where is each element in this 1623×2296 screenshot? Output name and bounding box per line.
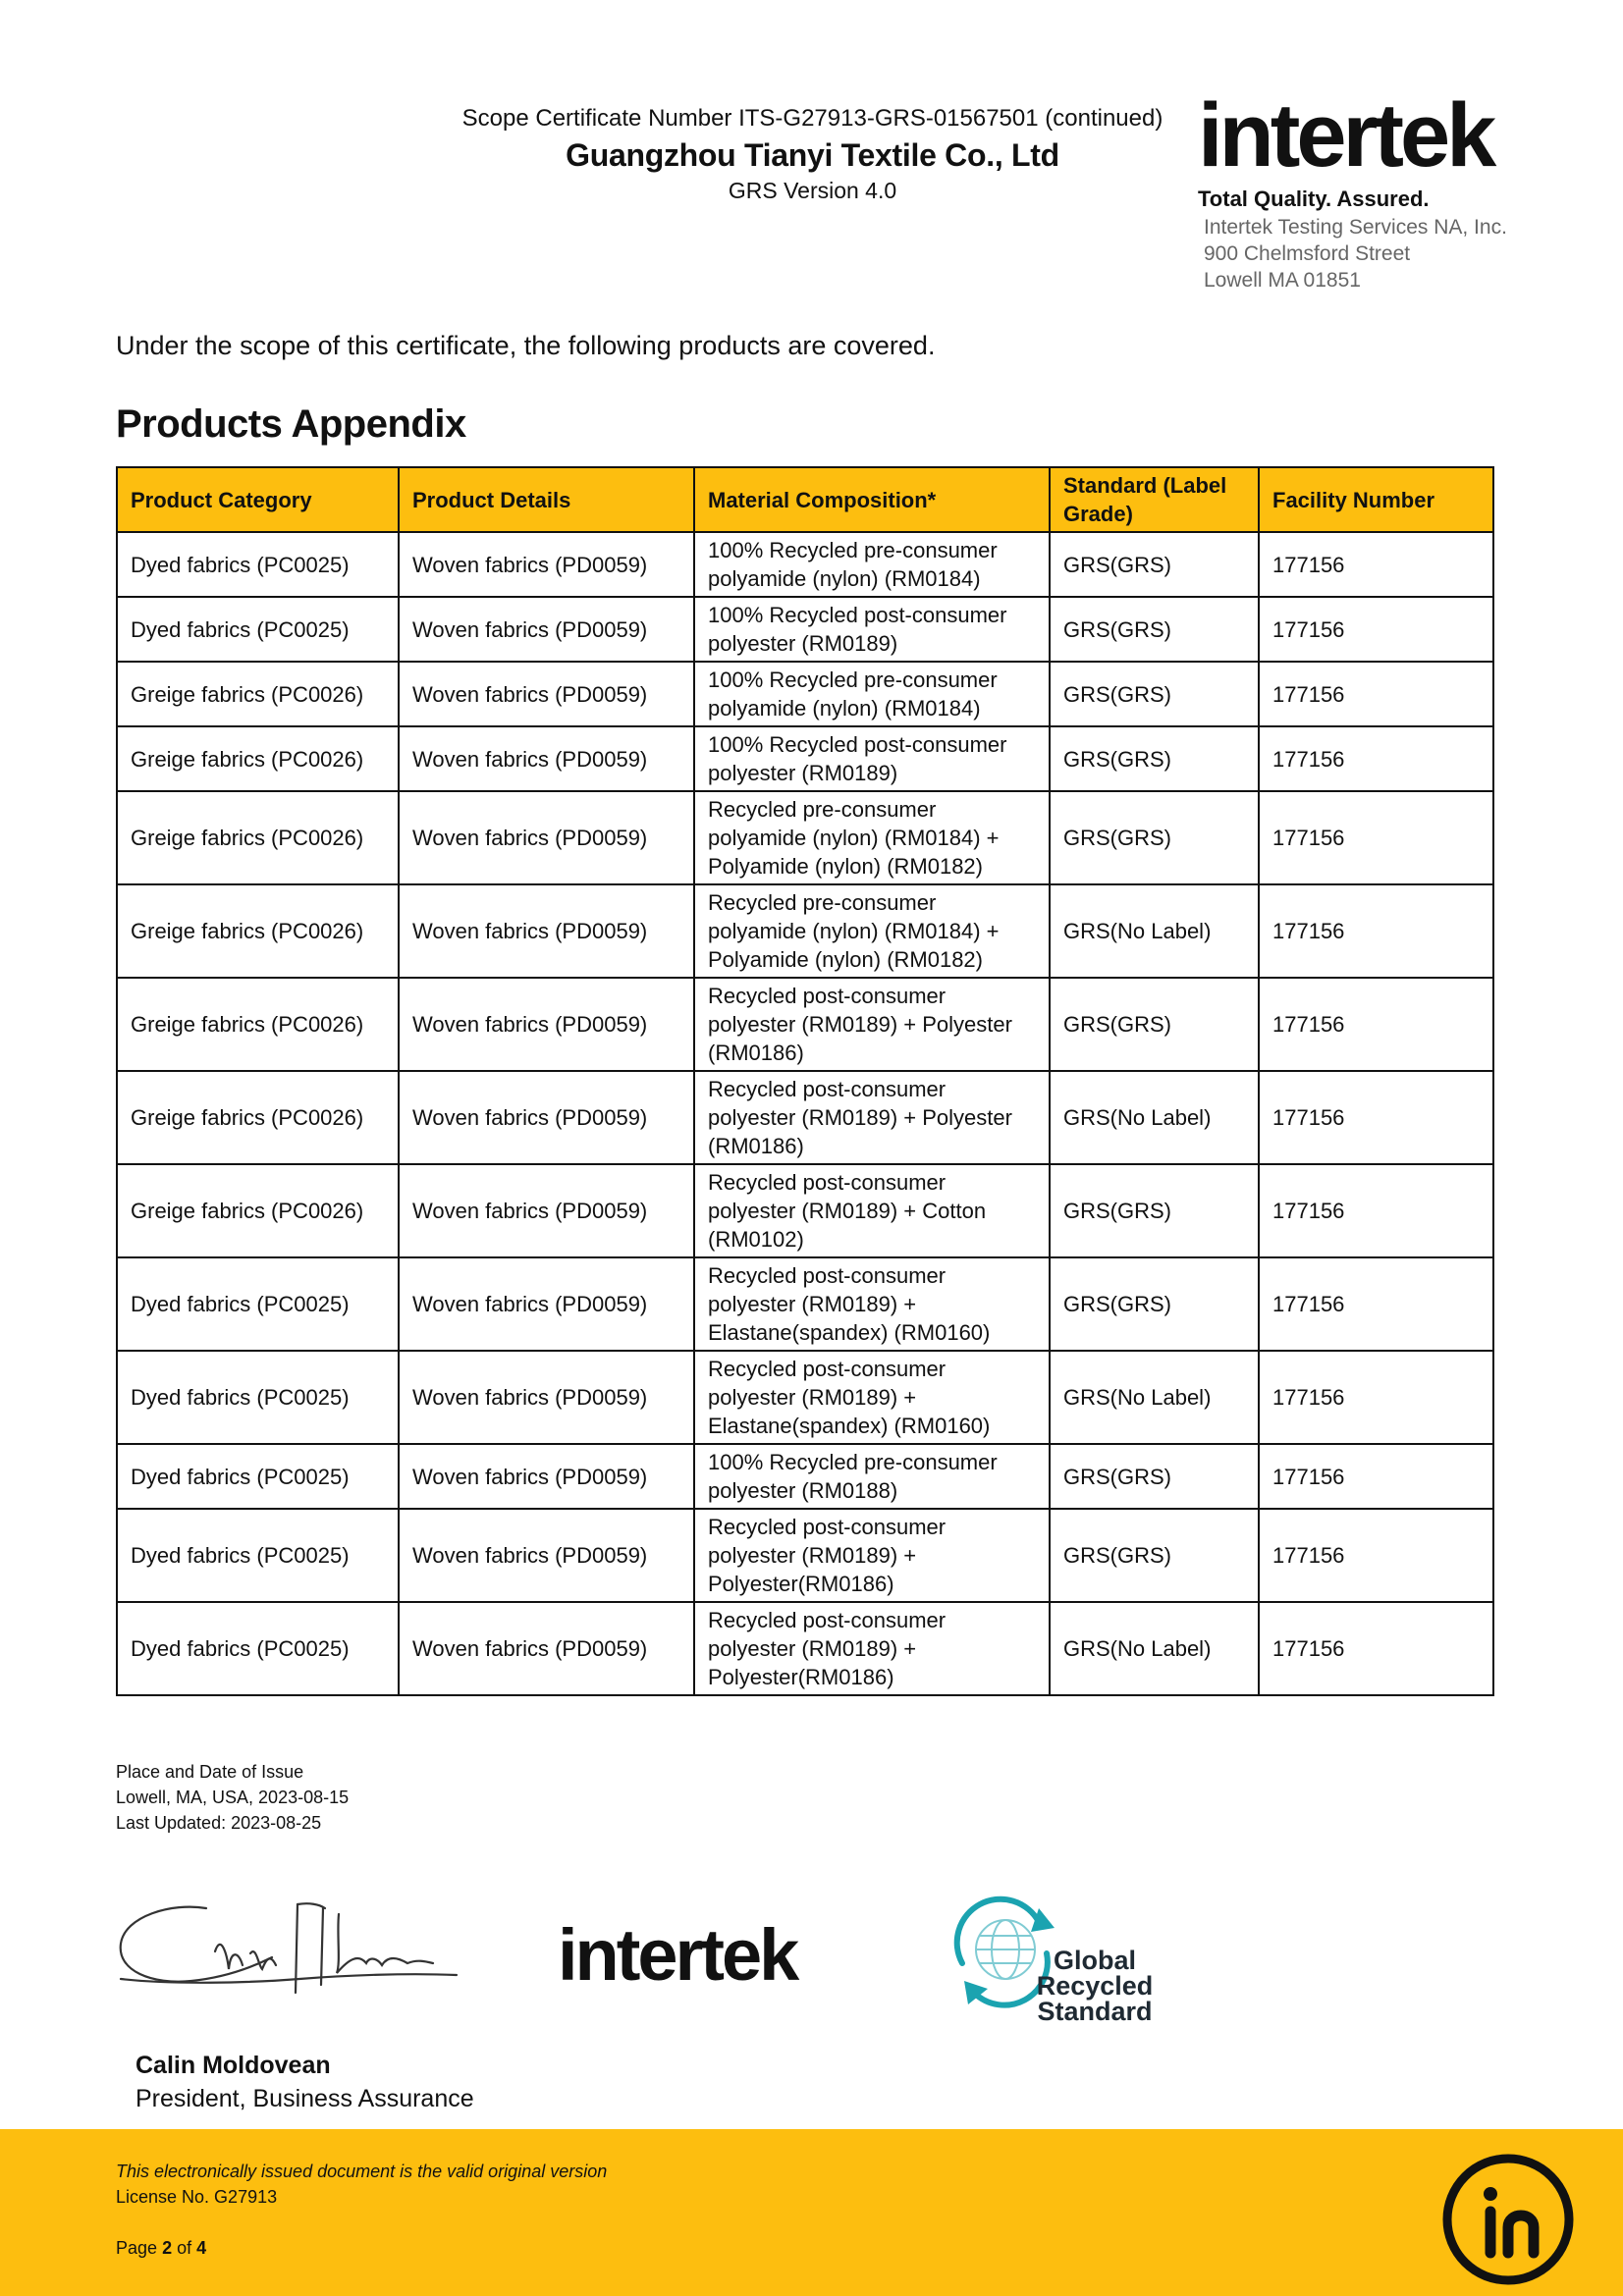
table-row xyxy=(117,978,1493,1071)
table-cell: GRS(GRS) xyxy=(1050,791,1259,884)
intertek-brand xyxy=(1198,85,1493,212)
page-total: 4 xyxy=(196,2238,207,2258)
grs-logo-line: Global Recycled xyxy=(1036,1946,1154,2001)
table-cell: Greige fabrics (PC0026) xyxy=(117,662,399,726)
table-cell: 177156 xyxy=(1259,1602,1493,1695)
table-cell: Recycled post-consumer polyester (RM0189) + Polyester (RM0186) xyxy=(694,1071,1050,1164)
company-name: Guangzhou Tianyi Textile Co., Ltd xyxy=(566,137,1059,173)
table-cell: Greige fabrics (PC0026) xyxy=(117,1164,399,1257)
table-cell: Recycled post-consumer polyester (RM0189) + Cotton (RM0102) xyxy=(694,1164,1050,1257)
license-number: License No. G27913 xyxy=(116,2187,278,2207)
table-cell: Woven fabrics (PD0059) xyxy=(399,597,694,662)
last-updated: Last Updated: 2023-08-25 xyxy=(116,1813,322,1833)
issue-info xyxy=(116,1759,349,1836)
table-cell: Recycled pre-consumer polyamide (nylon) (RM0184) + Polyamide (nylon) (RM0182) xyxy=(694,884,1050,978)
signer-name: Calin Moldovean xyxy=(135,2052,331,2079)
table-cell: GRS(No Label) xyxy=(1050,884,1259,978)
brand-address xyxy=(1204,214,1507,294)
table-cell: Woven fabrics (PD0059) xyxy=(399,532,694,597)
table-cell: 177156 xyxy=(1259,884,1493,978)
table-cell: Greige fabrics (PC0026) xyxy=(117,978,399,1071)
table-cell: Dyed fabrics (PC0025) xyxy=(117,1257,399,1351)
table-cell: GRS(GRS) xyxy=(1050,532,1259,597)
table-row xyxy=(117,1602,1493,1695)
page-number xyxy=(116,2235,607,2261)
table-row xyxy=(117,1444,1493,1509)
table-cell: Greige fabrics (PC0026) xyxy=(117,726,399,791)
table-cell: 177156 xyxy=(1259,791,1493,884)
grs-logo-text xyxy=(992,1948,1198,2024)
table-cell: Dyed fabrics (PC0025) xyxy=(117,597,399,662)
table-cell: Recycled post-consumer polyester (RM0189) + Polyester (RM0186) xyxy=(694,978,1050,1071)
column-header: Material Composition* xyxy=(694,467,1050,532)
table-cell: Woven fabrics (PD0059) xyxy=(399,1509,694,1602)
page-current: 2 xyxy=(162,2238,173,2258)
table-cell: GRS(GRS) xyxy=(1050,1164,1259,1257)
scope-intro: Under the scope of this certificate, the following products are covered. xyxy=(116,331,936,360)
table-cell: Woven fabrics (PD0059) xyxy=(399,726,694,791)
table-cell: 177156 xyxy=(1259,1351,1493,1444)
table-cell: Woven fabrics (PD0059) xyxy=(399,1071,694,1164)
table-cell: 177156 xyxy=(1259,1509,1493,1602)
address-line: Intertek Testing Services NA, Inc. xyxy=(1204,216,1507,239)
table-row xyxy=(117,1071,1493,1164)
intertek-logo: intertek xyxy=(1198,85,1493,186)
grs-version: GRS Version 4.0 xyxy=(728,178,897,203)
table-row xyxy=(117,1164,1493,1257)
table-cell: 177156 xyxy=(1259,1071,1493,1164)
table-cell: Woven fabrics (PD0059) xyxy=(399,1257,694,1351)
table-row xyxy=(117,884,1493,978)
table-cell: 177156 xyxy=(1259,1257,1493,1351)
table-cell: 100% Recycled post-consumer polyester (RM0189) xyxy=(694,726,1050,791)
table-cell: 177156 xyxy=(1259,1444,1493,1509)
table-row xyxy=(117,597,1493,662)
table-cell: 100% Recycled pre-consumer polyester (RM0188) xyxy=(694,1444,1050,1509)
table-cell: Dyed fabrics (PC0025) xyxy=(117,532,399,597)
table-cell: 100% Recycled post-consumer polyester (RM0189) xyxy=(694,597,1050,662)
footer-text xyxy=(116,2159,607,2261)
intertek-logo-bottom: intertek xyxy=(558,1914,797,1996)
brand-tagline: Total Quality. Assured. xyxy=(1198,187,1430,211)
column-header: Standard (Label Grade) xyxy=(1050,467,1259,532)
address-line: 900 Chelmsford Street xyxy=(1204,242,1411,265)
table-cell: Recycled post-consumer polyester (RM0189) + Polyester(RM0186) xyxy=(694,1602,1050,1695)
table-cell: Recycled pre-consumer polyamide (nylon) (RM0184) + Polyamide (nylon) (RM0182) xyxy=(694,791,1050,884)
table-cell: Woven fabrics (PD0059) xyxy=(399,884,694,978)
table-row xyxy=(117,1509,1493,1602)
table-header-row xyxy=(117,467,1493,532)
table-cell: 100% Recycled pre-consumer polyamide (nylon) (RM0184) xyxy=(694,662,1050,726)
column-header: Product Category xyxy=(117,467,399,532)
issue-label: Place and Date of Issue xyxy=(116,1762,304,1782)
global-recycled-standard-logo xyxy=(945,1895,1200,2026)
table-cell: Woven fabrics (PD0059) xyxy=(399,662,694,726)
table-cell: 177156 xyxy=(1259,597,1493,662)
scope-certificate-number: Scope Certificate Number ITS-G27913-GRS-01567501 (continued) xyxy=(461,105,1163,132)
table-row xyxy=(117,532,1493,597)
table-cell: Woven fabrics (PD0059) xyxy=(399,1444,694,1509)
table-cell: GRS(GRS) xyxy=(1050,1509,1259,1602)
table-cell: 177156 xyxy=(1259,978,1493,1071)
signer-block xyxy=(135,2049,474,2115)
table-cell: Dyed fabrics (PC0025) xyxy=(117,1509,399,1602)
validity-notice: This electronically issued document is the valid original version xyxy=(116,2162,608,2181)
table-row xyxy=(117,791,1493,884)
table-cell: GRS(No Label) xyxy=(1050,1351,1259,1444)
table-cell: Woven fabrics (PD0059) xyxy=(399,1351,694,1444)
table-cell: GRS(GRS) xyxy=(1050,597,1259,662)
address-line: Lowell MA 01851 xyxy=(1204,269,1361,292)
certificate-header xyxy=(432,102,1193,206)
table-cell: 177156 xyxy=(1259,1164,1493,1257)
table-row xyxy=(117,726,1493,791)
table-cell: GRS(GRS) xyxy=(1050,662,1259,726)
table-cell: GRS(No Label) xyxy=(1050,1602,1259,1695)
table-cell: 177156 xyxy=(1259,532,1493,597)
table-cell: Recycled post-consumer polyester (RM0189) + Elastane(spandex) (RM0160) xyxy=(694,1257,1050,1351)
section-title: Products Appendix xyxy=(116,402,466,446)
table-cell: Dyed fabrics (PC0025) xyxy=(117,1351,399,1444)
footer-band xyxy=(0,2129,1623,2296)
column-header: Product Details xyxy=(399,467,694,532)
intertek-in-icon xyxy=(1439,2151,1577,2293)
table-row xyxy=(117,662,1493,726)
table-cell: Dyed fabrics (PC0025) xyxy=(117,1444,399,1509)
column-header: Facility Number xyxy=(1259,467,1493,532)
table-cell: Woven fabrics (PD0059) xyxy=(399,1602,694,1695)
table-cell: Woven fabrics (PD0059) xyxy=(399,1164,694,1257)
issue-place-date: Lowell, MA, USA, 2023-08-15 xyxy=(116,1788,350,1807)
table-cell: Woven fabrics (PD0059) xyxy=(399,791,694,884)
table-cell: Greige fabrics (PC0026) xyxy=(117,791,399,884)
table-cell: Recycled post-consumer polyester (RM0189) + Polyester(RM0186) xyxy=(694,1509,1050,1602)
table-cell: Recycled post-consumer polyester (RM0189) + Elastane(spandex) (RM0160) xyxy=(694,1351,1050,1444)
table-cell: Woven fabrics (PD0059) xyxy=(399,978,694,1071)
table-cell: Greige fabrics (PC0026) xyxy=(117,1071,399,1164)
table-cell: 177156 xyxy=(1259,726,1493,791)
handwritten-signature xyxy=(113,1895,466,2017)
table-cell: GRS(GRS) xyxy=(1050,1257,1259,1351)
table-cell: GRS(No Label) xyxy=(1050,1071,1259,1164)
page-prefix: Page xyxy=(116,2238,158,2258)
table-cell: GRS(GRS) xyxy=(1050,1444,1259,1509)
table-cell: Dyed fabrics (PC0025) xyxy=(117,1602,399,1695)
products-table xyxy=(116,466,1494,1696)
table-row xyxy=(117,1257,1493,1351)
table-cell: 100% Recycled pre-consumer polyamide (nylon) (RM0184) xyxy=(694,532,1050,597)
table-cell: 177156 xyxy=(1259,662,1493,726)
page-of: of xyxy=(177,2238,192,2258)
table-cell: GRS(GRS) xyxy=(1050,726,1259,791)
signer-title: President, Business Assurance xyxy=(135,2085,474,2112)
table-cell: Greige fabrics (PC0026) xyxy=(117,884,399,978)
table-row xyxy=(117,1351,1493,1444)
grs-logo-line: Standard xyxy=(1037,1997,1153,2026)
table-cell: GRS(GRS) xyxy=(1050,978,1259,1071)
